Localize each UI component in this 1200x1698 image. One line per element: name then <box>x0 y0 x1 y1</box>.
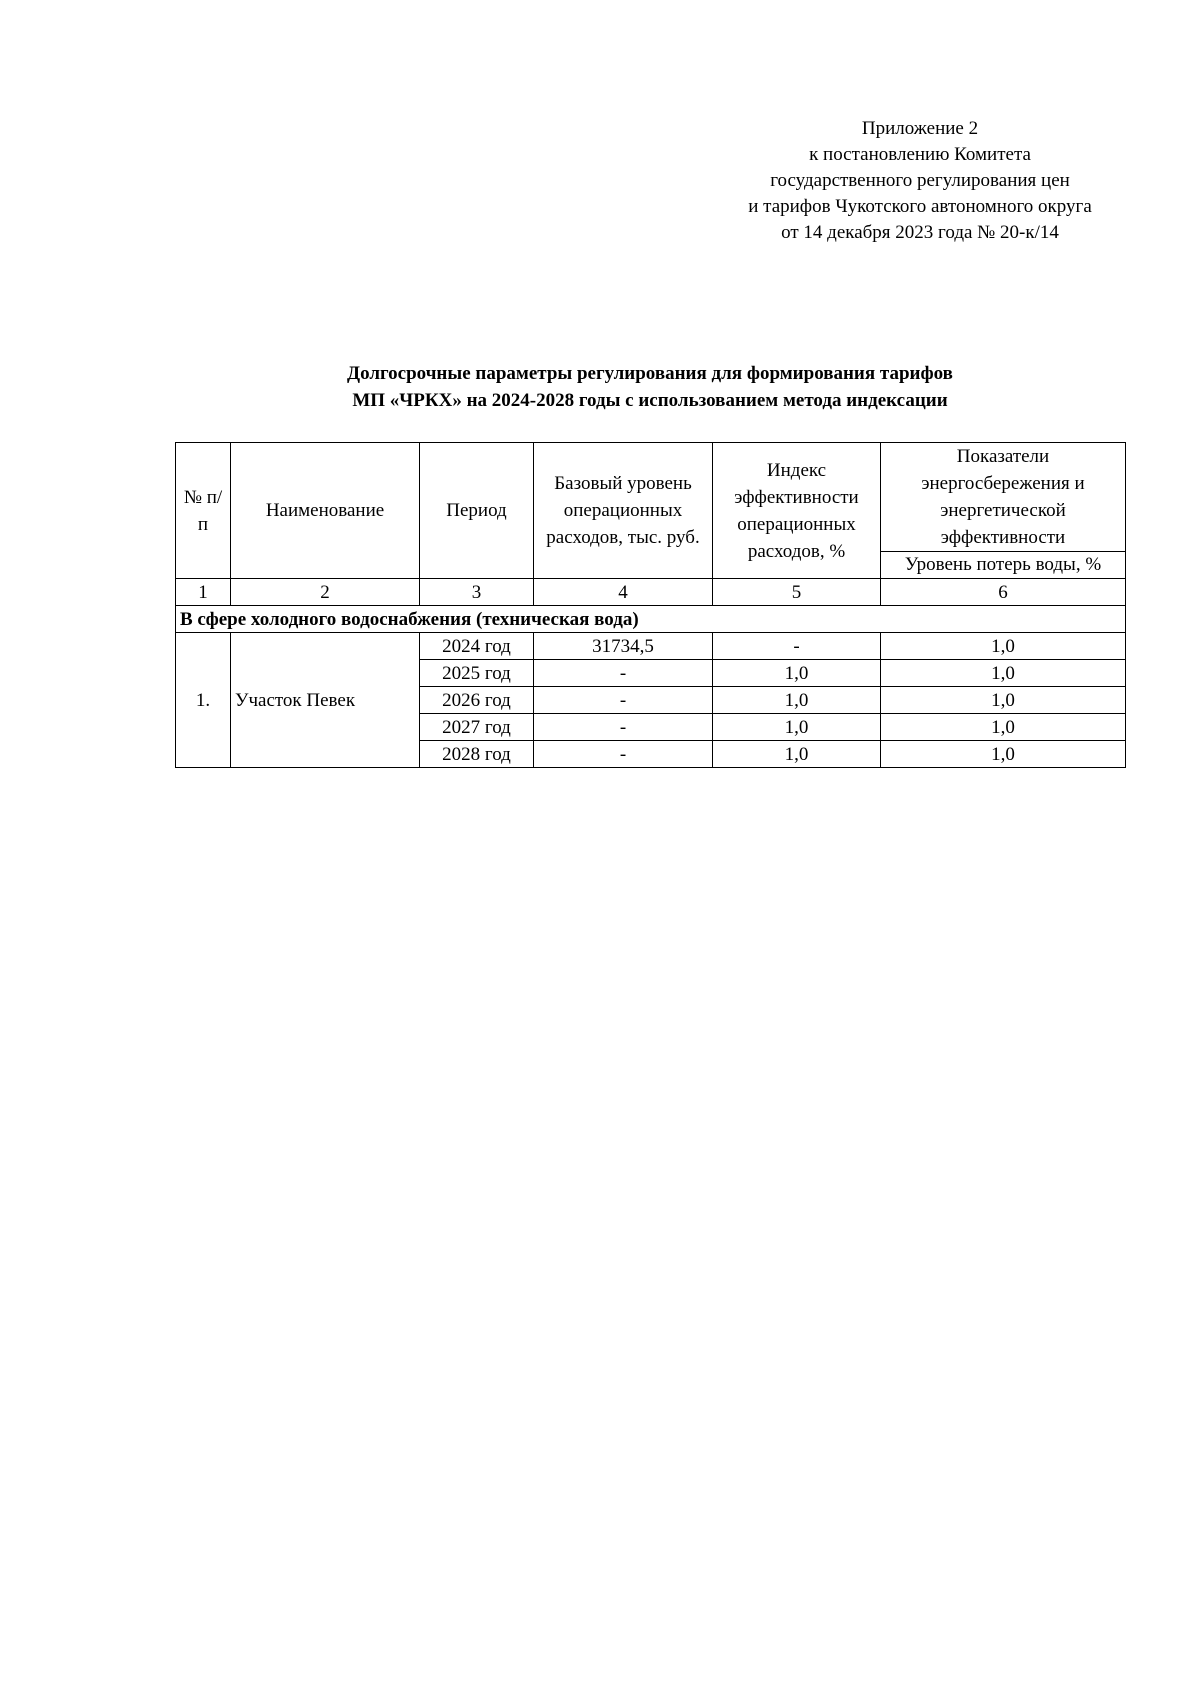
cell-period: 2024 год <box>420 633 534 660</box>
header-energy-group: Показатели энергосбережения и энергетической эффективности <box>881 443 1126 552</box>
column-numbers-row <box>176 579 1126 606</box>
title-line: Долгосрочные параметры регулирования для формирования тарифов <box>347 363 953 384</box>
cell-period: 2025 год <box>420 660 534 687</box>
header-period: Период <box>420 443 534 579</box>
table-row <box>176 633 1126 660</box>
cell-base-level: - <box>534 687 713 714</box>
column-number: 4 <box>534 579 713 606</box>
appendix-line: государственного регулирования цен <box>770 170 1070 191</box>
appendix-line: от 14 декабря 2023 года № 20-к/14 <box>781 222 1059 243</box>
cell-efficiency-index: 1,0 <box>713 687 881 714</box>
cell-water-loss: 1,0 <box>881 687 1126 714</box>
section-label: В сфере холодного водоснабжения (техническая вода) <box>176 606 1126 633</box>
column-number: 2 <box>231 579 420 606</box>
header-base-level: Базовый уровень операционных расходов, тыс. руб. <box>534 443 713 579</box>
cell-water-loss: 1,0 <box>881 660 1126 687</box>
cell-efficiency-index: 1,0 <box>713 660 881 687</box>
cell-period: 2028 год <box>420 741 534 768</box>
row-name: Участок Певек <box>231 633 420 768</box>
cell-base-level: - <box>534 714 713 741</box>
cell-water-loss: 1,0 <box>881 741 1126 768</box>
document-title <box>176 360 1124 414</box>
column-number: 6 <box>881 579 1126 606</box>
title-line: МП «ЧРКХ» на 2024-2028 годы с использованием метода индексации <box>352 390 948 411</box>
header-num: № п/п <box>176 443 231 579</box>
parameters-table <box>175 442 1126 768</box>
appendix-line: и тарифов Чукотского автономного округа <box>748 196 1092 217</box>
appendix-block <box>700 116 1140 246</box>
cell-base-level: - <box>534 660 713 687</box>
appendix-line: Приложение 2 <box>861 118 979 139</box>
row-num: 1. <box>176 633 231 768</box>
header-water-loss: Уровень потерь воды, % <box>881 552 1126 579</box>
header-name: Наименование <box>231 443 420 579</box>
cell-efficiency-index: 1,0 <box>713 714 881 741</box>
cell-period: 2026 год <box>420 687 534 714</box>
section-row <box>176 606 1126 633</box>
cell-efficiency-index: - <box>713 633 881 660</box>
cell-base-level: 31734,5 <box>534 633 713 660</box>
header-efficiency-index: Индекс эффективности операционных расходов, % <box>713 443 881 579</box>
appendix-line: к постановлению Комитета <box>809 144 1031 165</box>
column-number: 1 <box>176 579 231 606</box>
cell-efficiency-index: 1,0 <box>713 741 881 768</box>
column-number: 5 <box>713 579 881 606</box>
cell-base-level: - <box>534 741 713 768</box>
cell-water-loss: 1,0 <box>881 714 1126 741</box>
cell-water-loss: 1,0 <box>881 633 1126 660</box>
column-number: 3 <box>420 579 534 606</box>
cell-period: 2027 год <box>420 714 534 741</box>
